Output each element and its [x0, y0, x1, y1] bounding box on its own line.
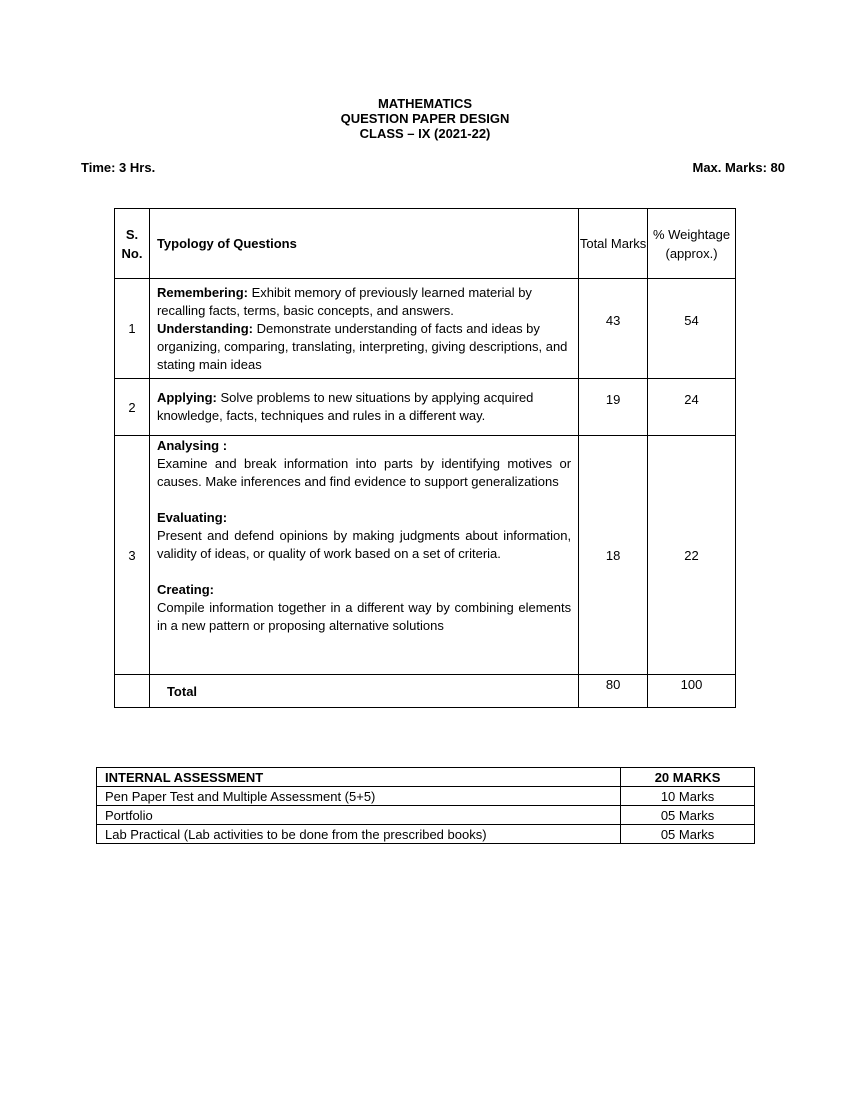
- row-typology: [149, 436, 578, 675]
- ia-item: Pen Paper Test and Multiple Assessment (5+5): [97, 787, 621, 806]
- creating-title: Creating:: [156, 582, 215, 597]
- internal-assessment-header: [97, 768, 755, 787]
- ia-total: 20 MARKS: [621, 768, 755, 787]
- ia-item: Portfolio: [97, 806, 621, 825]
- header-typology: Typology of Questions: [149, 209, 578, 279]
- total-label: Total: [149, 675, 578, 708]
- ia-title: INTERNAL ASSESSMENT: [97, 768, 621, 787]
- table-row: [97, 806, 755, 825]
- remembering-title: Remembering:: [156, 284, 248, 300]
- total-row: [115, 675, 736, 708]
- header-total-marks: Total Marks: [579, 209, 648, 279]
- creating-text: Compile information together in a different way by combining elements in a new pattern or proposing alternative solutions: [156, 600, 572, 633]
- ia-item: Lab Practical (Lab activities to be done from the prescribed books): [97, 825, 621, 844]
- total-weightage: 100: [648, 675, 736, 708]
- row-marks: 19: [579, 379, 648, 436]
- row-sno: 2: [115, 379, 150, 436]
- table-row: [115, 279, 736, 379]
- row-typology: [149, 279, 578, 379]
- understanding-title: Understanding:: [156, 320, 254, 336]
- applying-text: Solve problems to new situations by applying acquired knowledge, facts, techniques and rules in a different way.: [156, 390, 534, 423]
- document-title: [0, 96, 850, 141]
- remembering-text: Exhibit memory of previously learned material by recalling facts, terms, basic concepts, and answers.: [156, 284, 532, 318]
- row-sno: 3: [115, 436, 150, 675]
- table-row: [97, 787, 755, 806]
- total-marks: 80: [579, 675, 648, 708]
- max-marks-label: Max. Marks: 80: [692, 160, 785, 175]
- row-typology: [149, 379, 578, 436]
- design-title: QUESTION PAPER DESIGN: [340, 111, 510, 126]
- header-sno: S. No.: [115, 209, 150, 279]
- analysing-text: Examine and break information into parts by identifying motives or causes. Make inferences and find evidence to support generalizations: [156, 456, 572, 489]
- table-row: [97, 825, 755, 844]
- row-weightage: 54: [648, 279, 736, 379]
- ia-marks: 05 Marks: [621, 806, 755, 825]
- row-weightage: 24: [648, 379, 736, 436]
- table-row: [115, 379, 736, 436]
- applying-title: Applying:: [156, 390, 217, 405]
- time-label: Time: 3 Hrs.: [81, 160, 156, 175]
- question-design-table: [114, 208, 736, 708]
- row-weightage: 22: [648, 436, 736, 675]
- analysing-title: Analysing :: [156, 438, 228, 453]
- ia-marks: 05 Marks: [621, 825, 755, 844]
- header-weightage: % Weightage (approx.): [648, 209, 736, 279]
- evaluating-text: Present and defend opinions by making judgments about information, validity of ideas, or quality of work based on a set of criteria.: [156, 528, 572, 561]
- table-row: [115, 436, 736, 675]
- understanding-text: Demonstrate understanding of facts and ideas by organizing, comparing, translating, interpreting, giving descriptions, and stating main ideas: [156, 320, 568, 372]
- total-sno-cell: [115, 675, 150, 708]
- ia-marks: 10 Marks: [621, 787, 755, 806]
- class-title: CLASS – IX (2021-22): [359, 126, 491, 141]
- subject-title: MATHEMATICS: [377, 96, 473, 111]
- row-marks: 43: [579, 279, 648, 379]
- row-sno: 1: [115, 279, 150, 379]
- evaluating-title: Evaluating:: [156, 510, 228, 525]
- row-marks: 18: [579, 436, 648, 675]
- internal-assessment-table: [96, 767, 755, 844]
- table-header-row: [115, 209, 736, 279]
